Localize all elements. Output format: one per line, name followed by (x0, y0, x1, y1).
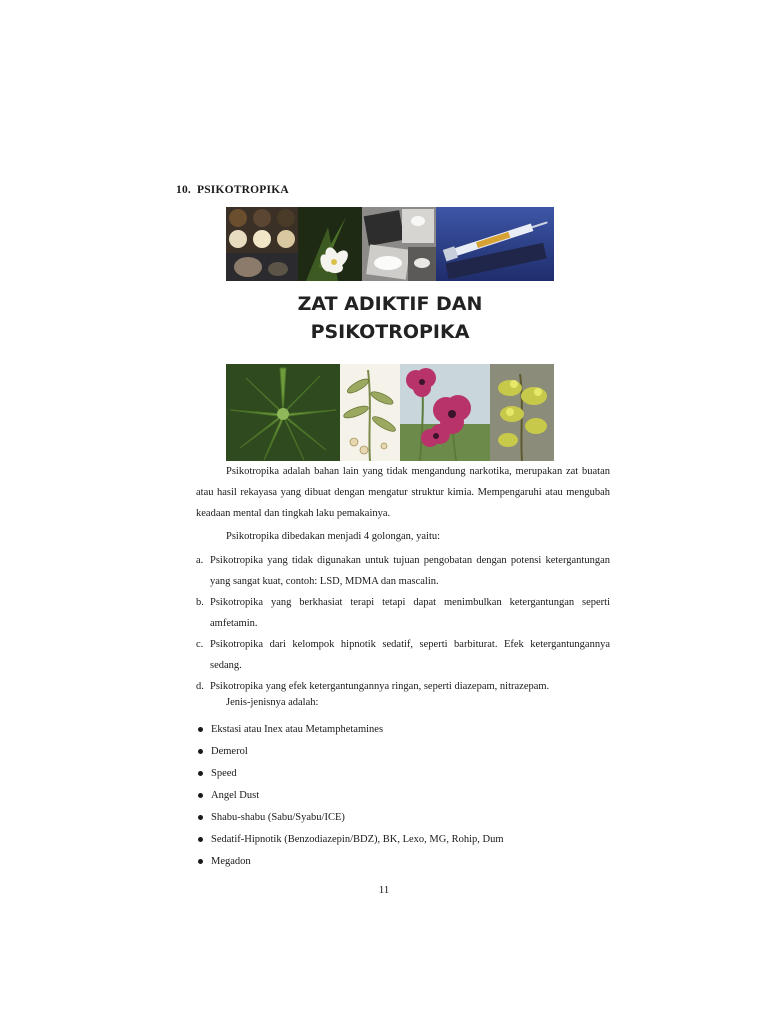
psikotropika-figure (226, 207, 554, 461)
type-item (198, 741, 504, 763)
bullet-icon (198, 771, 203, 776)
figure-top-image-strip (226, 207, 554, 281)
group-text: Psikotropika yang efek ketergantungannya ringan, seperti diazepam, nitrazepam. (210, 681, 550, 692)
bullet-icon (198, 859, 203, 864)
group-item (196, 634, 610, 676)
group-marker: d. (196, 681, 204, 692)
group-list (196, 550, 610, 697)
type-text: Ekstasi atau Inex atau Metamphetamines (211, 724, 384, 735)
group-item (196, 676, 610, 697)
bullet-icon (198, 727, 203, 732)
page-number: 11 (378, 884, 390, 896)
section-heading (176, 184, 289, 196)
white-flower-photo (298, 207, 362, 281)
types-intro: Jenis-jenisnya adalah: (226, 697, 319, 708)
paragraph-definition (196, 461, 610, 524)
cannabis-plant-photo (226, 364, 340, 461)
figure-title-line-2: PSIKOTROPIKA (310, 321, 470, 343)
figure-bottom-image-strip (226, 364, 554, 461)
group-item (196, 592, 610, 634)
yellow-plant-photo (490, 364, 554, 461)
type-item (198, 851, 504, 873)
type-text: Demerol (211, 746, 248, 757)
syringe-photo (436, 207, 554, 281)
bullet-icon (198, 837, 203, 842)
figure-title-line-1: ZAT ADIKTIF DAN (297, 293, 483, 315)
group-text: Psikotropika yang berkhasiat terapi tetapi dapat menimbulkan ketergantungan seperti amfetamin. (210, 597, 610, 629)
section-title: PSIKOTROPIKA (196, 184, 289, 196)
group-marker: c. (196, 639, 204, 650)
paragraph-groups-intro: Psikotropika dibedakan menjadi 4 golongan, yaitu: (226, 531, 441, 542)
type-text: Angel Dust (211, 790, 260, 801)
type-text: Megadon (211, 856, 251, 867)
bullet-icon (198, 793, 203, 798)
type-text: Shabu-shabu (Sabu/Syabu/ICE) (211, 812, 345, 823)
type-item (198, 807, 504, 829)
botanical-plant-illustration (340, 364, 400, 461)
group-text: Psikotropika yang tidak digunakan untuk tujuan pengobatan dengan potensi ketergantungan yang sangat kuat, contoh: LSD, MDMA dan mascalin. (210, 555, 610, 587)
type-item (198, 829, 504, 851)
type-item (198, 719, 504, 741)
group-marker: b. (196, 597, 204, 608)
group-text: Psikotropika dari kelompok hipnotik sedatif, seperti barbiturat. Efek ketergantungannya sedang. (210, 639, 610, 671)
type-text: Speed (211, 768, 237, 779)
seeds-and-pills-photo (226, 207, 298, 281)
section-number: 10. (176, 184, 191, 196)
type-text: Sedatif-Hipnotik (Benzodiazepin/BDZ), BK, Lexo, MG, Rohip, Dum (211, 834, 504, 845)
type-item (198, 763, 504, 785)
types-list (198, 719, 504, 873)
bullet-icon (198, 749, 203, 754)
bullet-icon (198, 815, 203, 820)
group-marker: a. (196, 555, 204, 566)
pills-and-powder-photo (362, 207, 436, 281)
type-item (198, 785, 504, 807)
group-item (196, 550, 610, 592)
paragraph-definition-text: Psikotropika adalah bahan lain yang tidak mengandung narkotika, merupakan zat buatan atau hasil rekayasa yang dibuat dengan mengatur struktur kimia. Mempengaruhi atau mengubah keadaan mental dan tingkah laku pemakainya. (196, 466, 610, 519)
poppy-flower-photo (400, 364, 490, 461)
